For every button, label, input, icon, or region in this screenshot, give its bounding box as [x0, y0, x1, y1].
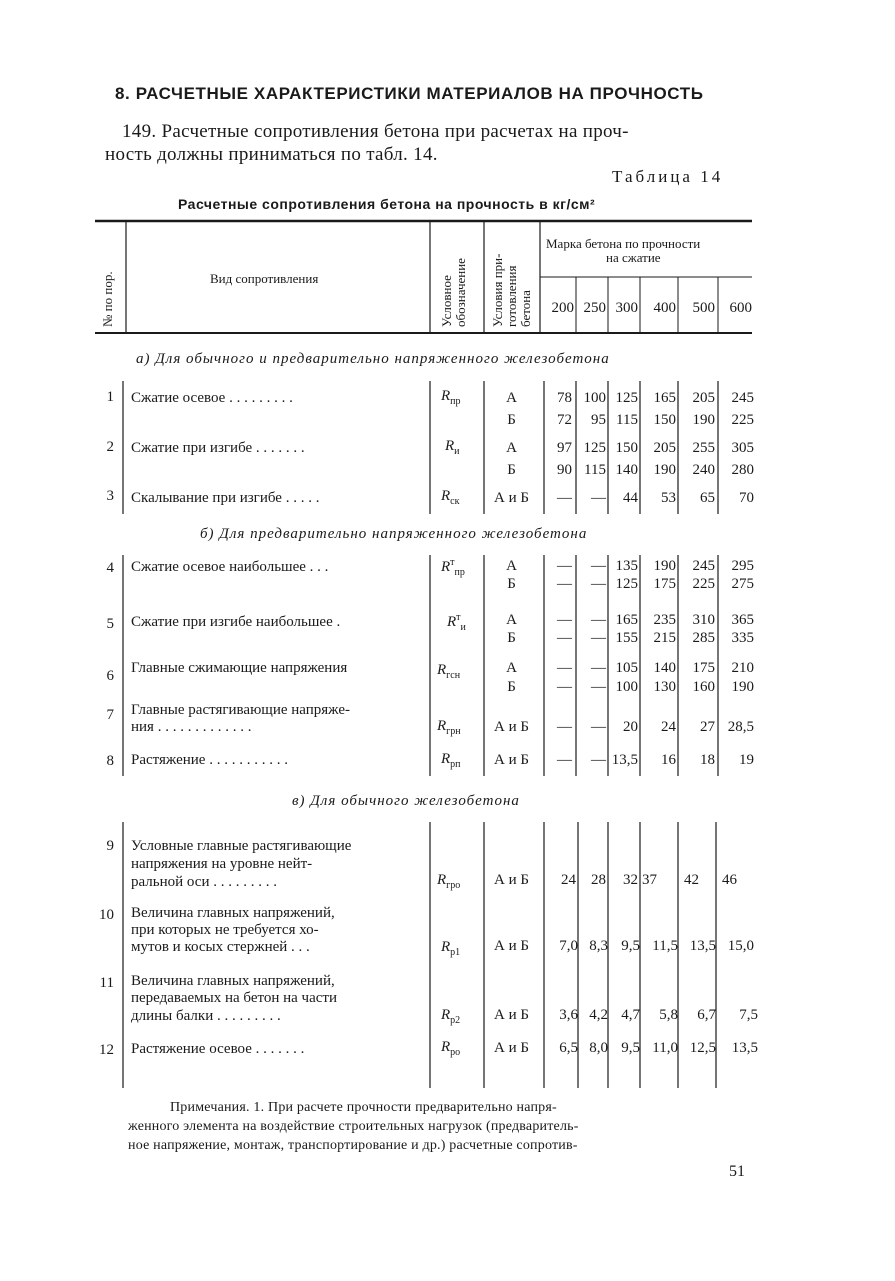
paragraph-line-2: ность должны приниматься по табл. 14.	[105, 144, 438, 165]
row-number: 3	[106, 488, 114, 504]
row-condition-b: Б	[507, 630, 516, 646]
value-250: —	[591, 490, 606, 506]
value-300: 140	[615, 462, 638, 478]
value-600: 365	[731, 612, 754, 628]
value-600: 225	[731, 412, 754, 428]
row-number: 11	[99, 975, 114, 991]
row-number: 1	[106, 389, 114, 405]
value-250: —	[591, 630, 606, 646]
value-500: 12,5	[689, 1040, 716, 1056]
section-c-caption: в) Для обычного железобетона	[292, 793, 520, 809]
value-400: 16	[661, 752, 676, 768]
row-number: 8	[106, 753, 114, 769]
value-500: 285	[692, 630, 715, 646]
value-300: 155	[615, 630, 638, 646]
page-number: 51	[729, 1163, 745, 1180]
section-b-caption: б) Для предварительно напряженного железобетона	[200, 526, 588, 542]
row-name-line-2: при которых не требуется хо-	[131, 922, 319, 938]
value-250: 8,3	[589, 938, 608, 954]
value-300: 150	[615, 440, 638, 456]
row-name: Сжатие осевое . . . . . . . . .	[131, 390, 293, 406]
header-cond-l1: Условия при-	[490, 253, 505, 327]
value-250: —	[591, 612, 606, 628]
value-600: 190	[731, 679, 754, 695]
row-symbol: $R_{ск}$	[441, 488, 460, 507]
row-symbol: $R_{рп}$	[441, 751, 461, 770]
row-condition: А и Б	[494, 1040, 529, 1056]
row-name: Сжатие при изгибе . . . . . . .	[131, 440, 305, 456]
row-number: 9	[106, 838, 114, 854]
value-500: 245	[692, 558, 715, 574]
value-500: 13,5	[689, 938, 716, 954]
value-300: 20	[623, 719, 638, 735]
value-250: —	[591, 576, 606, 592]
value-600: 245	[731, 390, 754, 406]
value-600: 295	[731, 558, 754, 574]
row-number: 2	[106, 439, 114, 455]
row-name-line-2: напряжения на уровне нейт-	[131, 856, 313, 872]
value-200: —	[557, 660, 572, 676]
header-grade-l1: Марка бетона по прочности	[546, 236, 701, 251]
row-condition-a: А	[506, 390, 517, 406]
value-300: 115	[616, 412, 638, 428]
value-400: 140	[653, 660, 676, 676]
value-300: 105	[615, 660, 638, 676]
row-condition: А и Б	[494, 938, 529, 954]
row-name: Сжатие при изгибе наибольшее .	[131, 614, 341, 630]
value-400: 5,8	[659, 1007, 678, 1023]
value-250: —	[591, 660, 606, 676]
row-number: 5	[106, 616, 114, 632]
value-500: 27	[700, 719, 715, 735]
value-200: 6,5	[559, 1040, 578, 1056]
value-600: 46	[722, 872, 737, 888]
row-number: 4	[106, 560, 114, 576]
row-symbol: $R_{гро}$	[437, 872, 461, 891]
row-name-line-2: ния . . . . . . . . . . . . .	[131, 719, 252, 735]
note-line-3: ное напряжение, монтаж, транспортирование и др.) расчетные сопротив-	[128, 1138, 578, 1153]
value-200: —	[557, 630, 572, 646]
row-number: 6	[106, 668, 114, 684]
row-name-line-1: Величина главных напряжений,	[131, 905, 335, 921]
value-300: 100	[615, 679, 638, 695]
grade-250: 250	[583, 300, 606, 316]
value-400: 175	[653, 576, 676, 592]
row-condition: А и Б	[494, 719, 529, 735]
row-name-line-2: передаваемых на бетон на части	[131, 990, 337, 1006]
row-name-line-3: ральной оси . . . . . . . . .	[131, 874, 277, 890]
value-600: 280	[731, 462, 754, 478]
row-condition-b: Б	[507, 412, 516, 428]
row-symbol: $R_{р2}$	[441, 1007, 461, 1026]
row-number: 7	[106, 707, 114, 723]
row-symbol: $R_{грн}$	[437, 718, 461, 737]
value-200: —	[557, 490, 572, 506]
value-600: 7,5	[739, 1007, 758, 1023]
value-400: 205	[653, 440, 676, 456]
value-500: 205	[692, 390, 715, 406]
value-600: 305	[731, 440, 754, 456]
value-200: —	[557, 558, 572, 574]
row-name: Растяжение . . . . . . . . . . .	[131, 752, 288, 768]
row-condition: А и Б	[494, 872, 529, 888]
row-name: Сжатие осевое наибольшее . . .	[131, 559, 329, 575]
value-200: 7,0	[559, 938, 578, 954]
value-300: 13,5	[611, 752, 638, 768]
row-symbol: $R_и$	[445, 438, 460, 457]
value-250: 4,2	[589, 1007, 608, 1023]
row-name-line-1: Величина главных напряжений,	[131, 973, 335, 989]
value-200: —	[557, 679, 572, 695]
value-200: 97	[557, 440, 572, 456]
value-500: 225	[692, 576, 715, 592]
value-600: 13,5	[731, 1040, 758, 1056]
value-200: 72	[557, 412, 572, 428]
row-symbol: $R_{р1}$	[441, 939, 461, 958]
value-200: 90	[557, 462, 572, 478]
value-200: —	[557, 612, 572, 628]
value-400: 11,0	[652, 1040, 678, 1056]
value-200: —	[557, 576, 572, 592]
row-condition-b: Б	[507, 576, 516, 592]
value-300: 9,5	[621, 938, 640, 954]
note-line-2: женного элемента на воздействие строительных нагрузок (предваритель-	[128, 1119, 579, 1134]
grade-400: 400	[653, 300, 676, 316]
value-200: 78	[557, 390, 572, 406]
value-300: 165	[615, 612, 638, 628]
value-250: 28	[591, 872, 606, 888]
value-400: 150	[653, 412, 676, 428]
value-400: 37	[642, 872, 657, 888]
row-condition-a: А	[506, 612, 517, 628]
row-symbol: $R^т_{пр}$	[441, 557, 465, 578]
row-condition: А и Б	[494, 490, 529, 506]
chapter-heading: 8. РАСЧЕТНЫЕ ХАРАКТЕРИСТИКИ МАТЕРИАЛОВ НА ПРОЧНОСТЬ	[115, 84, 704, 103]
row-condition-b: Б	[507, 462, 516, 478]
row-condition: А и Б	[494, 1007, 529, 1023]
value-600: 210	[731, 660, 754, 676]
grade-200: 200	[551, 300, 574, 316]
row-name-line-1: Условные главные растягивающие	[131, 838, 352, 854]
value-500: 42	[684, 872, 699, 888]
value-250: —	[591, 752, 606, 768]
value-600: 335	[731, 630, 754, 646]
header-cond-l3: бетона	[518, 290, 533, 327]
row-number: 12	[99, 1042, 114, 1058]
row-condition-a: А	[506, 660, 517, 676]
value-200: 24	[561, 872, 576, 888]
header-grade-l2: на сжатие	[606, 250, 661, 265]
row-condition-a: А	[506, 440, 517, 456]
value-300: 44	[623, 490, 638, 506]
value-400: 190	[653, 558, 676, 574]
header-row-no: № по пор.	[100, 271, 115, 327]
row-symbol: $R_{пр}$	[441, 388, 461, 407]
value-400: 235	[653, 612, 676, 628]
value-250: 125	[583, 440, 606, 456]
value-600: 19	[739, 752, 754, 768]
value-250: 115	[584, 462, 606, 478]
value-300: 32	[623, 872, 638, 888]
value-600: 28,5	[727, 719, 754, 735]
value-500: 255	[692, 440, 715, 456]
row-name: Растяжение осевое . . . . . . .	[131, 1041, 305, 1057]
value-300: 135	[615, 558, 638, 574]
value-500: 160	[692, 679, 715, 695]
header-symbol-l2: обозначение	[453, 258, 468, 327]
grade-300: 300	[615, 300, 638, 316]
value-500: 65	[700, 490, 715, 506]
header-kind: Вид сопротивления	[210, 271, 319, 286]
value-500: 190	[692, 412, 715, 428]
row-condition: А и Б	[494, 752, 529, 768]
row-symbol: $R_{ро}$	[441, 1039, 461, 1058]
value-300: 4,7	[621, 1007, 640, 1023]
row-name-line-1: Главные растягивающие напряже-	[131, 702, 351, 718]
value-400: 215	[653, 630, 676, 646]
row-name-line-3: мутов и косых стержней . . .	[131, 939, 310, 955]
value-600: 275	[731, 576, 754, 592]
value-400: 53	[661, 490, 676, 506]
value-400: 24	[661, 719, 676, 735]
value-500: 310	[692, 612, 715, 628]
grade-600: 600	[729, 300, 752, 316]
row-symbol: $R^т_и$	[447, 612, 466, 633]
value-300: 125	[615, 576, 638, 592]
value-250: 8,0	[589, 1040, 608, 1056]
note-line-1: Примечания. 1. При расчете прочности предварительно напря-	[170, 1100, 557, 1115]
value-200: —	[557, 719, 572, 735]
row-symbol: $R_{гсн}$	[437, 662, 461, 681]
section-a-caption: а) Для обычного и предварительно напряженного железобетона	[136, 351, 610, 367]
value-200: 3,6	[559, 1007, 578, 1023]
row-number: 10	[99, 907, 114, 923]
value-300: 125	[615, 390, 638, 406]
value-600: 70	[739, 490, 754, 506]
value-250: 100	[583, 390, 606, 406]
table-label: Таблица 14	[612, 167, 724, 186]
row-name: Скалывание при изгибе . . . . .	[131, 490, 320, 506]
value-500: 6,7	[697, 1007, 716, 1023]
value-200: —	[557, 752, 572, 768]
value-250: —	[591, 679, 606, 695]
value-300: 9,5	[621, 1040, 640, 1056]
row-name: Главные сжимающие напряжения	[131, 660, 348, 676]
value-400: 130	[653, 679, 676, 695]
value-250: 95	[591, 412, 606, 428]
value-250: —	[591, 719, 606, 735]
value-500: 175	[692, 660, 715, 676]
paragraph-line-1: 149. Расчетные сопротивления бетона при расчетах на проч-	[122, 121, 629, 142]
value-400: 190	[653, 462, 676, 478]
value-500: 18	[700, 752, 715, 768]
value-250: —	[591, 558, 606, 574]
value-400: 11,5	[652, 938, 678, 954]
value-600: 15,0	[727, 938, 754, 954]
header-symbol-l1: Условное	[439, 275, 454, 327]
header-cond-l2: готовления	[504, 265, 519, 327]
row-condition-a: А	[506, 558, 517, 574]
value-400: 165	[653, 390, 676, 406]
value-500: 240	[692, 462, 715, 478]
table-title: Расчетные сопротивления бетона на прочность в кг/см²	[178, 196, 596, 212]
row-condition-b: Б	[507, 679, 516, 695]
grade-500: 500	[692, 300, 715, 316]
row-name-line-3: длины балки . . . . . . . . .	[131, 1008, 281, 1024]
